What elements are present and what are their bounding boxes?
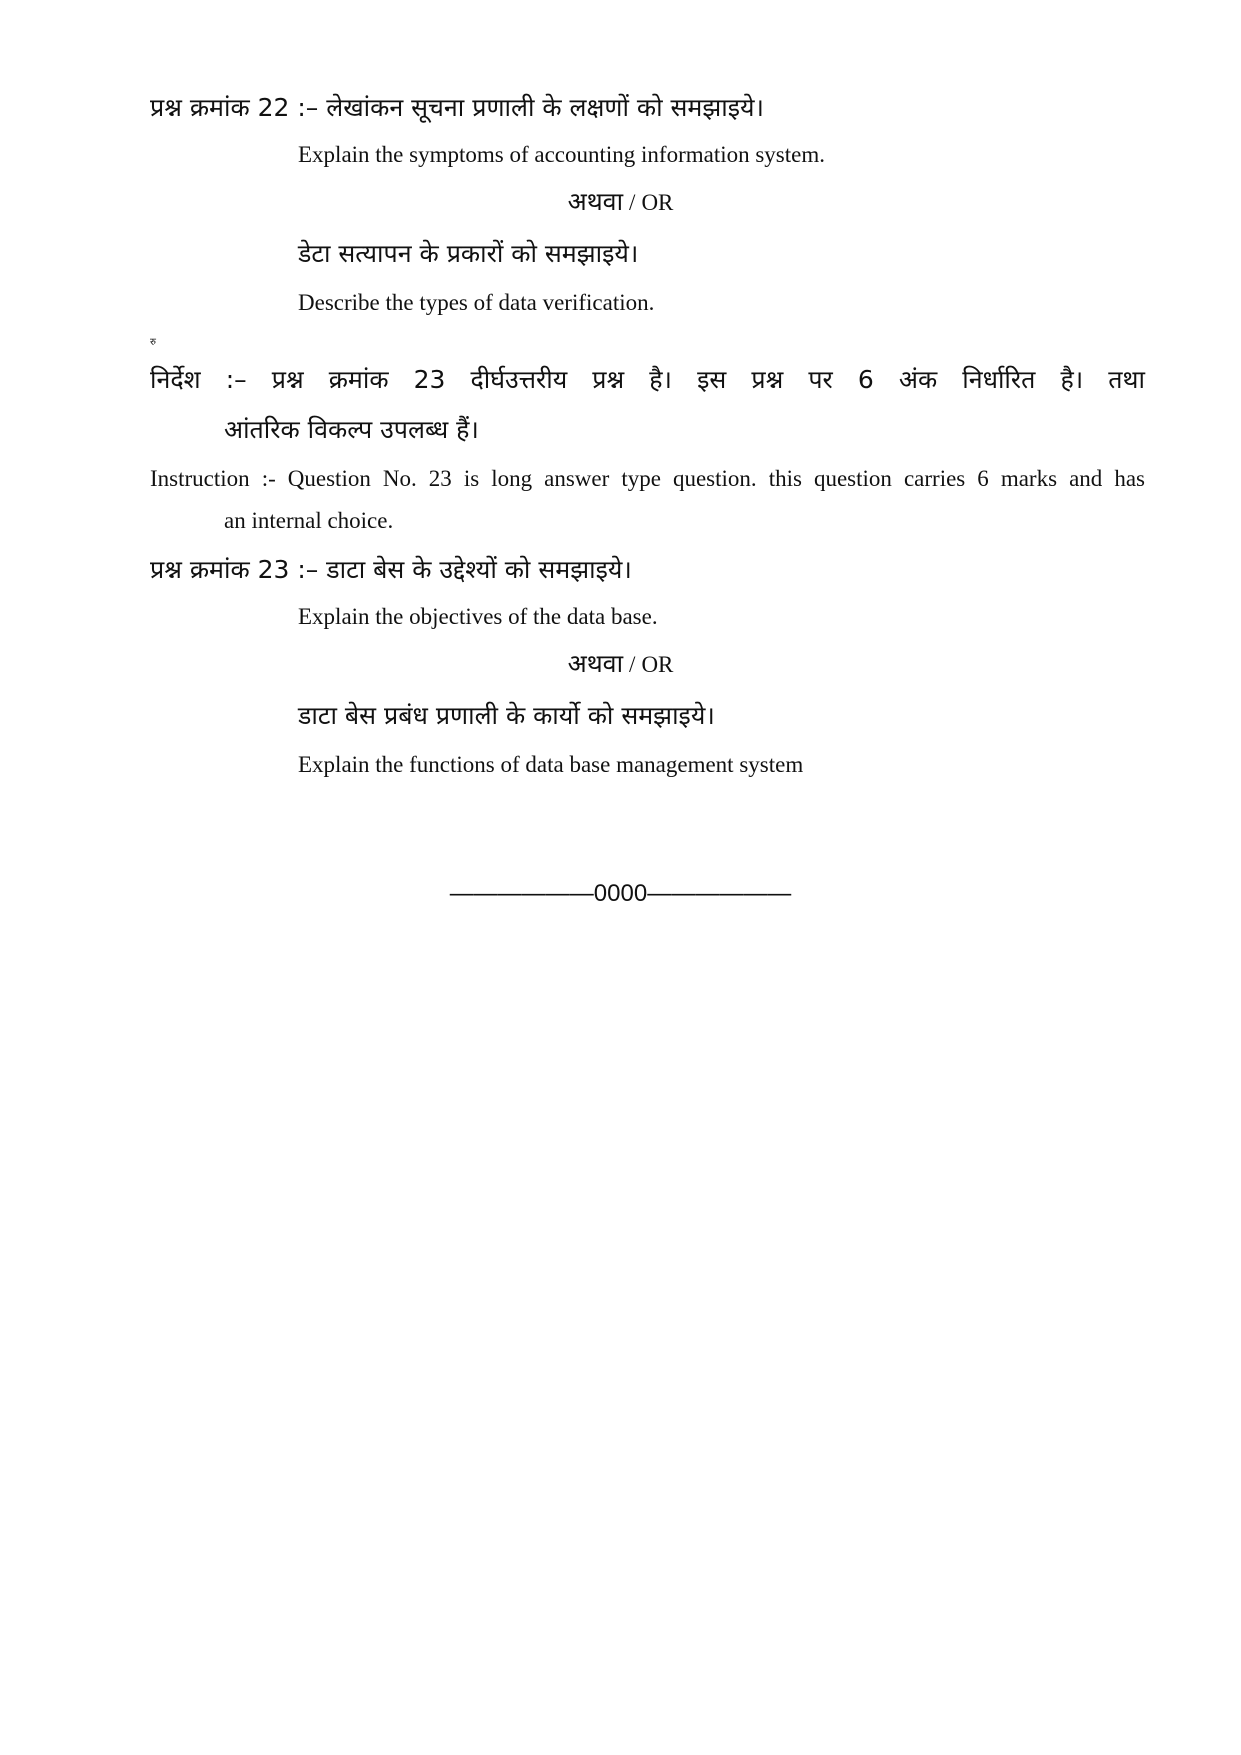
q22-or-divider: [0, 184, 1241, 218]
q22-english: Explain the symptoms of accounting information system.: [298, 142, 826, 167]
q22-alt-english: Describe the types of data verification.: [298, 290, 655, 315]
instruction-hindi-line2: आंतरिक विकल्प उपलब्ध हैं।: [224, 415, 479, 444]
instruction-hindi-line1: निर्देश :– प्रश्न क्रमांक 23 दीर्घउत्तरीय प्रश्न है। इस प्रश्न पर 6 अंक निर्धारित है। तथा: [150, 365, 1145, 394]
or-separator: /: [629, 652, 636, 677]
instruction-english-line1: Instruction :- Question No. 23 is long answer type question. this question carries 6 marks and has: [150, 466, 1145, 491]
q23-alt-english: Explain the functions of data base management system: [298, 752, 804, 777]
or-english: OR: [641, 652, 674, 677]
end-of-paper-mark: ——————0000——————: [449, 880, 792, 907]
q22-alt-hindi: डेटा सत्यापन के प्रकारों को समझाइये।: [298, 239, 639, 268]
or-hindi: अथवा: [567, 187, 624, 216]
q23-alt-hindi: डाटा बेस प्रबंध प्रणाली के कार्यो को समझाइये।: [298, 701, 715, 730]
q23-hindi: प्रश्न क्रमांक 23 :– डाटा बेस के उद्देश्यों को समझाइये।: [150, 555, 632, 584]
q22-hindi: प्रश्न क्रमांक 22 :– लेखांकन सूचना प्रणाली के लक्षणों को समझाइये।: [150, 93, 764, 122]
q23-english: Explain the objectives of the data base.: [298, 604, 658, 629]
instruction-english-line2: an internal choice.: [224, 508, 394, 533]
or-hindi: अथवा: [567, 649, 624, 678]
stray-mark: रु: [150, 337, 156, 348]
or-english: OR: [641, 190, 674, 215]
or-separator: /: [629, 190, 636, 215]
q23-or-divider: [0, 646, 1241, 680]
